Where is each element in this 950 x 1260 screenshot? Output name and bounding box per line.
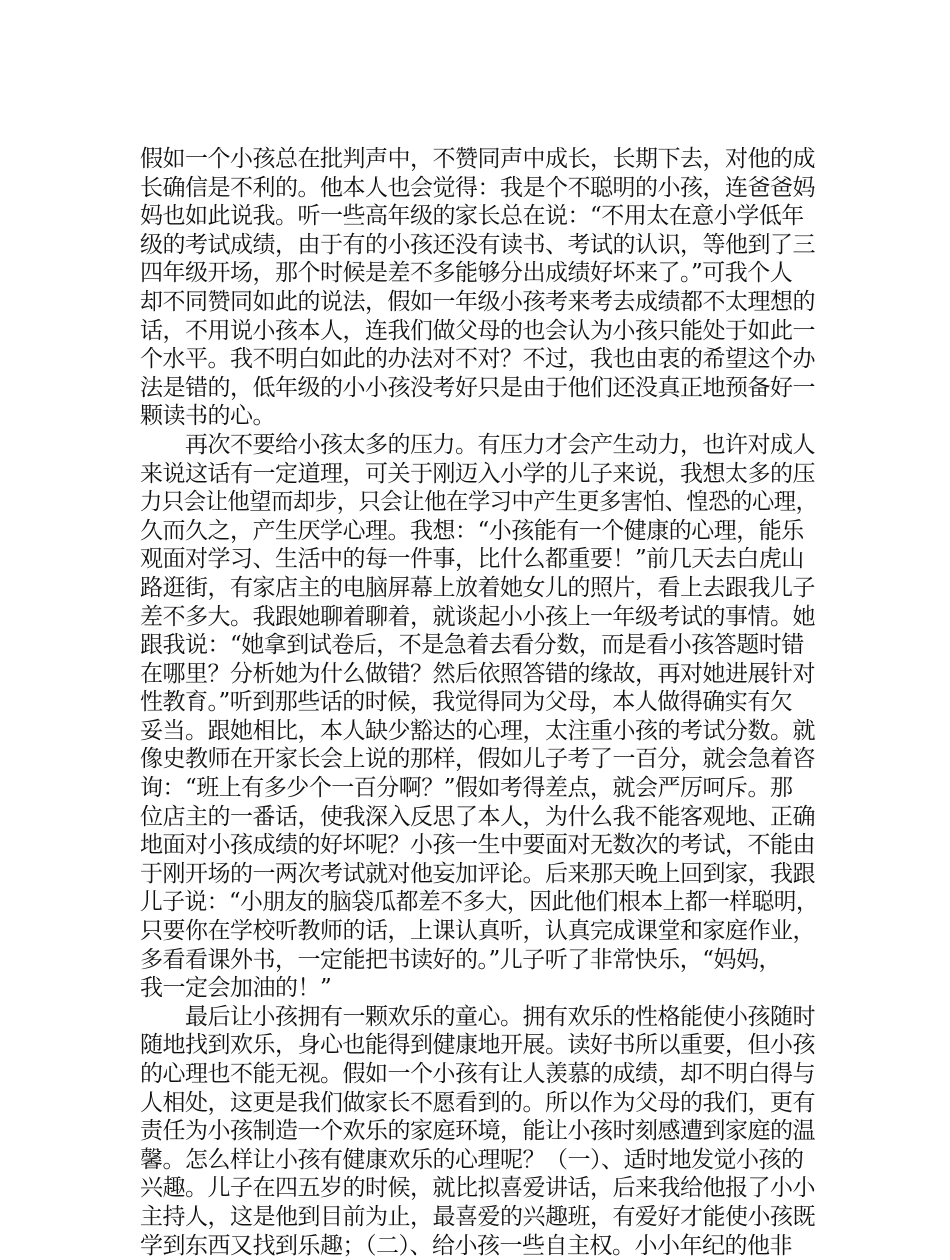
text-line: 主持人，这是他到目前为止，最喜爱的兴趣班，有爱好才能使小孩既 [140,1203,815,1230]
text-line: 长确信是不利的。他本人也会觉得：我是个不聪明的小孩，连爸爸妈 [140,174,815,201]
text-line: 最后让小孩拥有一颗欢乐的童心。拥有欢乐的性格能使小孩随时 [140,1003,815,1030]
text-line: 个水平。我不明白如此的办法对不对？不过，我也由衷的希望这个办 [140,346,815,373]
text-line: 妈也如此说我。听一些高年级的家长总在说：“不用太在意小学低年 [140,203,804,230]
text-line: 妥当。跟她相比，本人缺少豁达的心理，太注重小孩的考试分数。就 [140,717,815,744]
text-line: 假如一个小孩总在批判声中，不赞同声中成长，长期下去，对他的成 [140,146,815,172]
text-line: 于刚开场的一两次考试就对他妄加评论。后来那天晚上回到家，我跟 [140,860,815,887]
text-line: 馨。怎么样让小孩有健康欢乐的心理呢？（一）、适时地发觉小孩的 [140,1146,804,1173]
text-line: 像史教师在开家长会上说的那样，假如儿子考了一百分，就会急着咨 [140,746,815,773]
text-line: 在哪里？分析她为什么做错？然后依照答错的缘故，再对她进展针对 [140,660,815,687]
text-line: 的心理也不能无视。假如一个小孩有让人羡慕的成绩，却不明白得与 [140,1061,815,1087]
text-line: 差不多大。我跟她聊着聊着，就谈起小小孩上一年级考试的事情。她 [140,603,815,630]
text-line: 却不同赞同如此的说法，假如一年级小孩考来考去成绩都不太理想的 [140,288,815,315]
text-line: 多看看课外书，一定能把书读好的。”儿子听了非常快乐，“妈妈， [140,946,782,973]
text-line: 四年级开场，那个时候是差不多能够分出成绩好坏来了。”可我个人 [140,260,793,287]
text-line: 位店主的一番话，使我深入反思了本人，为什么我不能客观地、正确 [140,803,815,830]
text-line: 跟我说：“她拿到试卷后，不是急着去看分数，而是看小孩答题时错 [140,632,804,659]
text-line: 责任为小孩制造一个欢乐的家庭环境，能让小孩时刻感遭到家庭的温 [140,1118,815,1145]
text-line: 颗读书的心。 [140,403,275,430]
text-line: 地面对小孩成绩的好坏呢？小孩一生中要面对无数次的考试，不能由 [140,832,815,859]
text-line: 话，不用说小孩本人，连我们做父母的也会认为小孩只能处于如此一 [140,317,815,344]
text-line: 性教育。”听到那些话的时候，我觉得同为父母，本人做得确实有欠 [140,689,793,716]
text-line: 兴趣。儿子在四五岁的时候，就比拟喜爱讲话，后来我给他报了小小 [140,1175,815,1202]
text-line: 我一定会加油的！” [140,975,332,1002]
text-line: 观面对学习、生活中的每一件事，比什么都重要！”前几天去白虎山 [140,546,804,573]
text-line: 询：“班上有多少个一百分啊？”假如考得差点，就会严厉呵斥。那 [140,775,793,802]
text-line: 只要你在学校听教师的话，上课认真听，认真完成课堂和家庭作业， [140,918,815,945]
text-line: 路逛街，有家店主的电脑屏幕上放着她女儿的照片，看上去跟我儿子 [140,574,815,601]
text-line: 来说这话有一定道理，可关于刚迈入小学的儿子来说，我想太多的压 [140,460,815,487]
text-line: 力只会让他望而却步，只会让他在学习中产生更多害怕、惶恐的心理， [140,489,818,516]
text-line: 人相处，这更是我们做家长不愿看到的。所以作为父母的我们，更有 [140,1089,815,1116]
text-line: 再次不要给小孩太多的压力。有压力才会产生动力，也许对成人 [140,431,815,458]
body-text [140,145,818,1260]
text-line: 随地找到欢乐，身心也能得到健康地开展。读好书所以重要，但小孩 [140,1032,815,1059]
text-line: 久而久之，产生厌学心理。我想：“小孩能有一个健康的心理，能乐 [140,517,804,544]
text-line: 级的考试成绩，由于有的小孩还没有读书、考试的认识，等他到了三 [140,231,815,258]
text-line: 法是错的，低年级的小小孩没考好只是由于他们还没真正地预备好一 [140,374,815,401]
text-line: 儿子说：“小朋友的脑袋瓜都差不多大，因此他们根本上都一样聪明， [140,889,819,916]
text-line: 学到东西又找到乐趣；（二）、给小孩一些自主权。小小年纪的他非 [140,1232,792,1259]
